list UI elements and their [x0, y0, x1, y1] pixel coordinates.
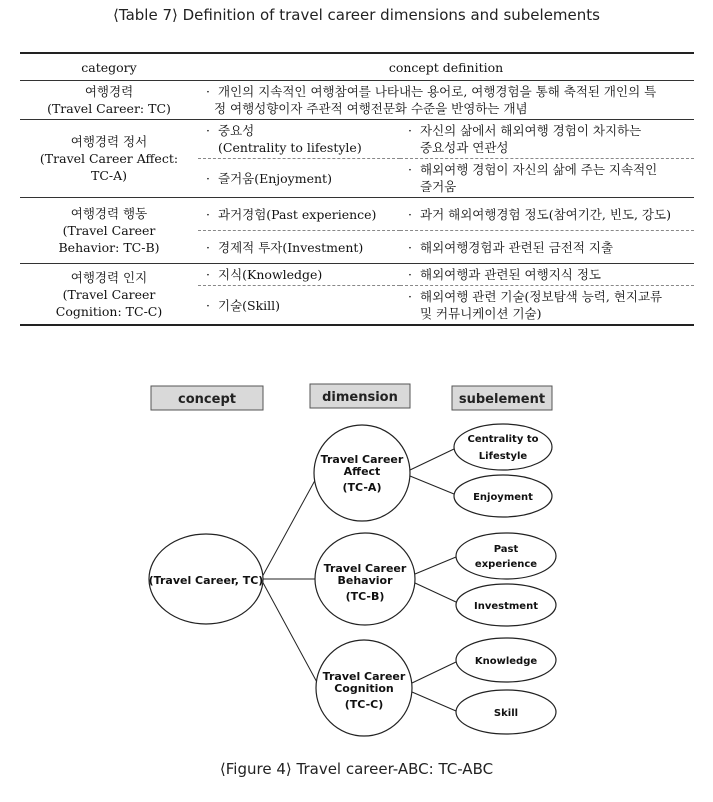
definition-enjoyment-line2: 즐거움 [420, 179, 457, 194]
definition-tc: · 개인의 지속적인 여행참여를 나타내는 용어로, 여행경험을 통해 축적된 개인의 특 정 여행성향이자 주관적 여행전문화 수준을 반영하는 개념 [198, 81, 694, 120]
definition-skill-line2: 및 커뮤니케이션 기술) [420, 306, 542, 321]
definition-centrality-line1: 자신의 삶에서 해외여행 경험이 차지하는 [420, 123, 642, 138]
category-tcc-en2: Cognition: TC-C) [55, 303, 163, 319]
subelement-skill: · 기술(Skill) [198, 286, 400, 326]
subelement-past-line1: Past [493, 544, 519, 555]
connector-tcc-to-knowledge [412, 662, 456, 683]
subelement-centrality-line1: Centrality to [467, 434, 539, 445]
definition-enjoyment-line1: 해외여행 경험이 자신의 삶에 주는 지속적인 [420, 162, 658, 177]
subelement-centrality: · 중요성 (Centrality to lifestyle) [198, 120, 400, 159]
subelement-ellipse-centrality [454, 424, 552, 470]
connector-tcb-to-past [415, 557, 456, 574]
connector-tc-to-tcc [261, 579, 319, 686]
category-tcb-ko: 여행경력 행동 [70, 206, 148, 221]
category-tc-ko: 여행경력 [84, 84, 134, 99]
subelement-investment: · 경제적 투자(Investment) [198, 231, 400, 264]
header-concept-definition: concept definition [198, 53, 694, 81]
subelement-past-experience-label: 과거경험(Past experience) [218, 206, 377, 222]
dimension-tca-line2: Affect [343, 465, 381, 478]
definition-past-experience: · 과거 해외여행경험 정도(참여기간, 빈도, 강도) [400, 198, 694, 231]
subelement-ellipse-past-experience [456, 533, 556, 579]
subelement-enjoyment: · 즐거움(Enjoyment) [198, 159, 400, 198]
subelement-past-line2: experience [474, 559, 538, 570]
connector-tcc-to-skill [412, 692, 456, 711]
category-tca-en2: TC-A) [90, 168, 128, 183]
subelement-skill-text: Skill [493, 708, 519, 719]
category-tcb [20, 198, 198, 264]
category-tc-en: (Travel Career: TC) [47, 101, 171, 116]
travel-career-diagram [0, 370, 713, 755]
definition-tc-line1: 개인의 지속적인 여행참여를 나타내는 용어로, 여행경험을 통해 축적된 개인의 특 [218, 84, 657, 99]
category-tcb-en1: (Travel Career [62, 223, 156, 238]
dimension-tcc-line1: Travel Career [322, 670, 406, 683]
subelement-centrality-line2: Lifestyle [478, 451, 528, 462]
category-tca-en1: (Travel Career Affect: [39, 151, 179, 166]
dimension-tcb-line1: Travel Career [323, 562, 407, 575]
category-tca [20, 120, 198, 198]
row-travel-career [20, 81, 694, 120]
subelement-past-experience: · 과거경험(Past experience) [198, 198, 400, 231]
category-tca-ko: 여행경력 정서 [70, 134, 148, 149]
definition-knowledge-text: 해외여행과 관련된 여행지식 정도 [420, 267, 601, 282]
subelement-header-label: subelement [458, 392, 546, 407]
connector-tca-to-enjoyment [410, 476, 454, 494]
category-tcc-en1: (Travel Career [62, 286, 156, 302]
definition-enjoyment: · 해외여행 경험이 자신의 삶에 주는 지속적인 즐거움 [400, 159, 694, 198]
category-tcb-en2: Behavior: TC-B) [58, 240, 160, 255]
definition-past-experience-text: 과거 해외여행경험 정도(참여기간, 빈도, 강도) [420, 206, 671, 222]
connector-tca-to-centrality [410, 449, 454, 470]
row-tcb-1 [20, 198, 694, 231]
subelement-enjoyment-label: 즐거움(Enjoyment) [218, 170, 332, 186]
definition-tc-line2: 정 여행성향이자 주관적 여행전문화 수준을 반영하는 개념 [213, 101, 528, 116]
subelement-knowledge-label: 지식(Knowledge) [218, 267, 323, 282]
subelement-knowledge: · 지식(Knowledge) [198, 264, 400, 286]
definition-table [20, 52, 694, 326]
subelement-enjoyment-text: Enjoyment [473, 492, 533, 503]
subelement-centrality-ko: 중요성 [218, 123, 255, 138]
row-tca-1 [20, 120, 694, 159]
subelement-investment-text: Investment [474, 601, 538, 612]
dimension-tcb-line2: Behavior [337, 574, 393, 587]
subelement-knowledge-text: Knowledge [474, 656, 538, 667]
subelement-investment-label: 경제적 투자(Investment) [218, 239, 364, 255]
definition-centrality-line2: 중요성과 연관성 [420, 140, 509, 155]
subelement-skill-label: 기술(Skill) [218, 297, 281, 313]
definition-skill-line1: 해외여행 관련 기술(정보탐색 능력, 현지교류 [420, 289, 663, 304]
subelement-centrality-en: (Centrality to lifestyle) [218, 140, 362, 155]
row-tcc-1 [20, 264, 694, 286]
connector-tc-to-tca [261, 473, 319, 579]
concept-header-label: concept [178, 392, 236, 407]
definition-investment: · 해외여행경험과 관련된 금전적 지출 [400, 231, 694, 264]
category-tcc-ko: 여행경력 인지 [70, 269, 148, 285]
dimension-tca-line1: Travel Career [320, 453, 404, 466]
dimension-tcb-line3: (TC-B) [345, 590, 385, 603]
dimension-tcc-line3: (TC-C) [344, 698, 384, 711]
definition-knowledge: · 해외여행과 관련된 여행지식 정도 [400, 264, 694, 286]
dimension-tca-line3: (TC-A) [342, 481, 382, 494]
dimension-header-label: dimension [322, 390, 398, 405]
table-caption: ⟨Table 7⟩ Definition of travel career dimensions and subelements [113, 6, 600, 24]
figure-caption: ⟨Figure 4⟩ Travel career-ABC: TC-ABC [219, 760, 494, 778]
definition-skill: · 해외여행 관련 기술(정보탐색 능력, 현지교류 및 커뮤니케이션 기술) [400, 286, 694, 326]
category-tc [20, 81, 198, 120]
table-header-row [20, 53, 694, 81]
concept-ellipse-label: (Travel Career, TC) [148, 574, 264, 587]
category-tcc [20, 264, 198, 326]
connector-tcb-to-investment [415, 583, 456, 602]
header-category: category [20, 53, 198, 81]
dimension-tcc-line2: Cognition [334, 682, 394, 695]
definition-centrality: · 자신의 삶에서 해외여행 경험이 차지하는 중요성과 연관성 [400, 120, 694, 159]
definition-investment-text: 해외여행경험과 관련된 금전적 지출 [420, 239, 614, 255]
